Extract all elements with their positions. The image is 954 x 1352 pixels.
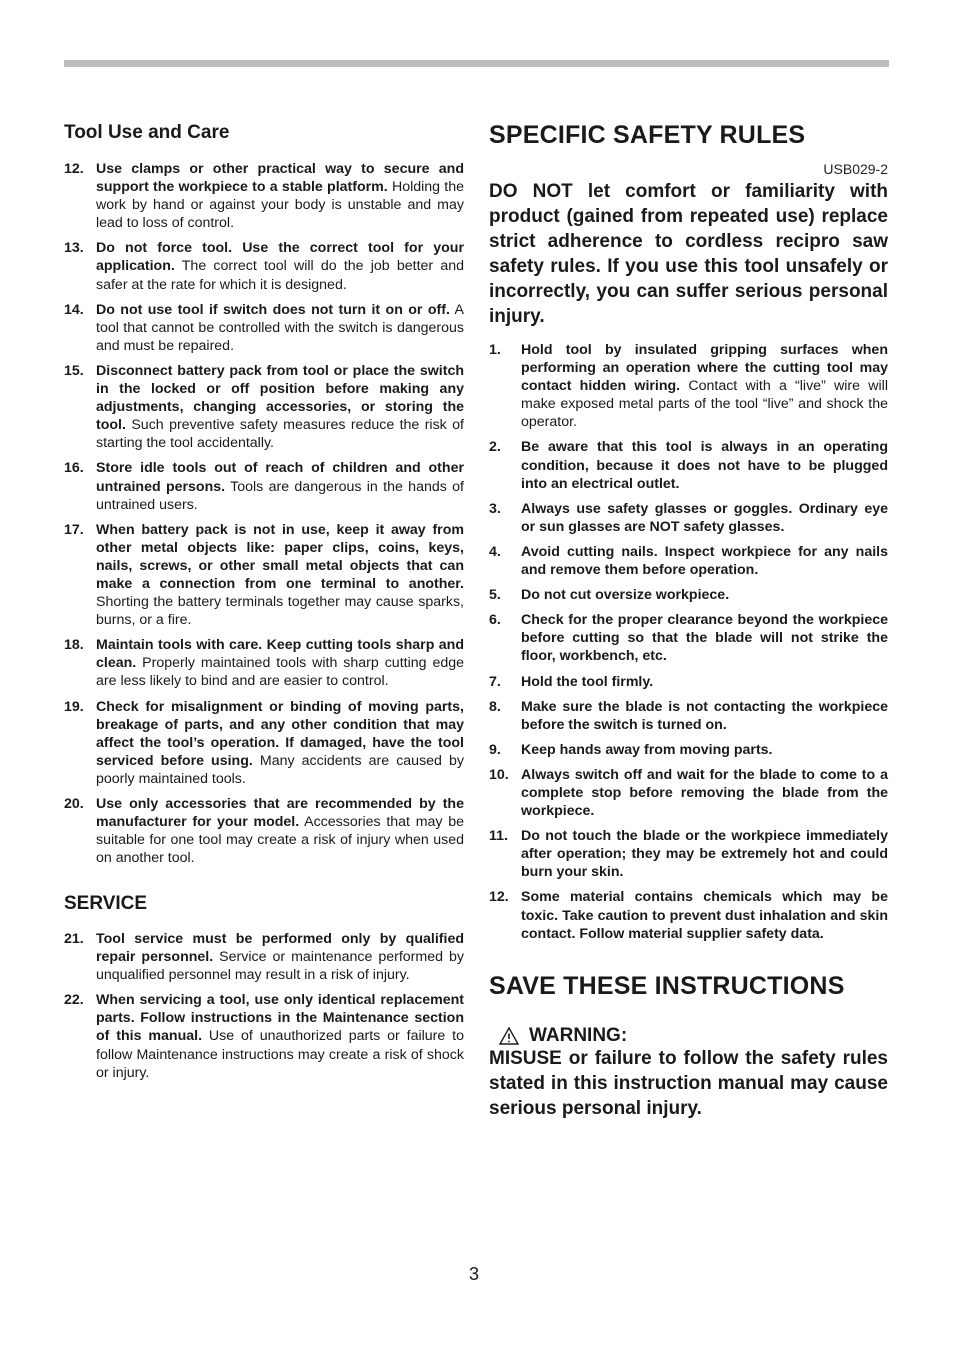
rule-number: 8. [489, 698, 501, 715]
rule-item [489, 766, 888, 820]
rule-lead-text: Maintain tools with care. Keep cutting tools sharp and clean. [96, 637, 464, 672]
rule-item [489, 438, 888, 492]
rule-item [489, 611, 888, 665]
rule-body-text: Contact with a “live” wire will make exposed metal parts of the tool “live” and shock the operator. [521, 378, 888, 431]
rule-lead-text: Use clamps or other practical way to secure and support the workpiece to a stable platform. [96, 161, 464, 196]
rule-lead-text: Make sure the blade is not contacting the workpiece before the switch is turned on. [521, 698, 888, 733]
rule-number: 12. [64, 161, 84, 177]
rule-number: 2. [489, 439, 501, 456]
rule-item [489, 888, 888, 942]
rule-body-text: Many accidents are caused by poorly maintained tools. [96, 752, 464, 787]
rule-lead-text: Do not cut oversize workpiece. [521, 587, 730, 604]
rule-lead-text: Disconnect battery pack from tool or place the switch in the locked or off position before making any adjustments, changing accessories, or storing the tool. [96, 362, 464, 434]
rule-item [489, 586, 888, 604]
rule-lead-text: When battery pack is not in use, keep it away from other metal objects like: paper clips, coins, keys, nails, screws, or other small metal objects that can make a connection from one terminal to another. [96, 521, 464, 592]
tool-use-heading: Tool Use and Care [64, 122, 230, 143]
rule-lead-text: Tool service must be performed only by qualified repair personnel. [96, 931, 464, 966]
rule-lead-text: Use only accessories that are recommended by the manufacturer for your model. [96, 796, 464, 831]
rule-lead-text: Always use safety glasses or goggles. Ordinary eye or sun glasses are NOT safety glasses. [521, 500, 888, 535]
rule-lead-text: Some material contains chemicals which may be toxic. Take caution to prevent dust inhalation and skin contact. Follow material supplier safety data. [521, 889, 888, 942]
warning-label-row [489, 1025, 627, 1047]
rule-lead-text: Store idle tools out of reach of children and other untrained persons. [96, 460, 464, 495]
rule-number: 15. [64, 362, 84, 379]
rule-item [64, 301, 464, 355]
service-heading: SERVICE [64, 893, 148, 914]
rule-item [489, 827, 888, 881]
warning-label: WARNING: [529, 1025, 628, 1046]
rule-body-text: Use of unauthorized parts or failure to follow Maintenance instructions may create a risk of shock or injury. [96, 1028, 464, 1081]
rule-body-text: Properly maintained tools with sharp cutting edge are less likely to bind and are easier to control. [96, 655, 465, 690]
rule-number: 9. [489, 741, 501, 758]
rule-lead-text: Do not force tool. Use the correct tool for your application. [96, 240, 464, 275]
rule-number: 1. [489, 342, 501, 358]
rule-item [64, 698, 464, 788]
rule-lead-text: Check for the proper clearance beyond the workpiece before cutting so that the blade will not strike the floor, workbench, etc. [521, 612, 888, 665]
rule-body-text: Tools are dangerous in the hands of untrained users. [96, 478, 464, 513]
rule-item [64, 160, 464, 232]
specific-safety-rules-heading: SPECIFIC SAFETY RULES [489, 121, 806, 149]
rule-body-text: Holding the work by hand or against your body is unstable and may lead to loss of control. [96, 179, 464, 232]
specific-rules-list [489, 341, 888, 950]
rule-number: 11. [489, 828, 508, 845]
rule-item [64, 636, 464, 690]
rule-lead-text: Hold tool by insulated gripping surfaces when performing an operation where the cutting tool may contact hidden wiring. [521, 342, 888, 395]
rule-number: 7. [489, 673, 501, 690]
tool-use-rules-list [64, 160, 464, 874]
rule-item [64, 930, 464, 984]
rule-number: 3. [489, 500, 501, 517]
page-number: 3 [469, 1264, 480, 1284]
document-code: USB029-2 [823, 161, 888, 177]
rule-item [489, 698, 888, 734]
rule-number: 10. [489, 766, 509, 783]
rule-number: 20. [64, 796, 84, 812]
rule-lead-text: Check for misalignment or binding of moving parts, breakage of parts, and any other condition that may affect the tool’s operation. If damaged, have the tool serviced before using. [96, 698, 464, 769]
rule-item [64, 521, 464, 630]
rule-body-text: Such preventive safety measures reduce the risk of starting the tool accidentally. [96, 417, 464, 452]
rule-lead-text: Do not touch the blade or the workpiece immediately after operation; they may be extremely hot and could burn your skin. [521, 828, 888, 881]
rule-lead-text: Avoid cutting nails. Inspect workpiece for any nails and remove them before operation. [521, 543, 888, 579]
rule-body-text: Service or maintenance performed by unqualified personnel may result in a risk of injury. [96, 949, 464, 984]
rule-item [64, 459, 464, 513]
rule-item [64, 362, 464, 452]
rule-number: 16. [64, 460, 84, 477]
rule-item [489, 341, 888, 431]
rule-number: 13. [64, 240, 84, 257]
rule-body-text: Shorting the battery terminals together may cause sparks, burns, or a fire. [96, 594, 464, 629]
rule-number: 5. [489, 587, 501, 604]
rule-number: 18. [64, 637, 84, 654]
rule-body-text: The correct tool will do the job better and safer at the rate for which it is designed. [96, 258, 464, 293]
rule-item [64, 795, 464, 867]
rule-lead-text: Keep hands away from moving parts. [521, 741, 773, 758]
rule-item [489, 500, 888, 536]
rule-lead-text: Always switch off and wait for the blade to come to a complete stop before removing the blade from the workpiece. [521, 766, 888, 820]
intro-warning-text: DO NOT let comfort or familiarity with product (gained from repeated use) replace strict adherence to cordless recipro saw safety rules. If you use this tool unsafely or incorrectly, you can suffer serious personal injury. [489, 181, 888, 327]
rule-item [64, 239, 464, 293]
top-divider [64, 60, 889, 67]
rule-number: 12. [489, 889, 509, 906]
rule-item [489, 741, 888, 759]
service-rules-list [64, 930, 464, 1089]
rule-item [489, 673, 888, 691]
rule-lead-text: Hold the tool firmly. [521, 673, 654, 690]
rule-number: 19. [64, 698, 84, 715]
rule-body-text: A tool that cannot be controlled with the switch is dangerous and must be repaired. [96, 301, 464, 354]
rule-body-text: Accessories that may be suitable for one tool may create a risk of injury when used on another tool. [96, 814, 464, 867]
warning-triangle-icon [499, 1027, 519, 1045]
warning-text: MISUSE or failure to follow the safety rules stated in this instruction manual may cause serious personal injury. [489, 1048, 888, 1119]
rule-number: 22. [64, 992, 84, 1009]
rule-item [489, 543, 888, 579]
rule-number: 6. [489, 612, 501, 629]
rule-lead-text: When servicing a tool, use only identical replacement parts. Follow instructions in the Maintenance section of this manual. [96, 992, 464, 1045]
rule-lead-text: Do not use tool if switch does not turn it on or off. [96, 301, 450, 318]
rule-number: 4. [489, 543, 501, 560]
rule-number: 21. [64, 931, 84, 947]
save-instructions-heading: SAVE THESE INSTRUCTIONS [489, 972, 845, 1000]
rule-lead-text: Be aware that this tool is always in an operating condition, because it does not have to be plugged into an electrical outlet. [521, 439, 888, 492]
rule-number: 17. [64, 521, 84, 538]
rule-item [64, 991, 464, 1081]
rule-number: 14. [64, 301, 84, 318]
